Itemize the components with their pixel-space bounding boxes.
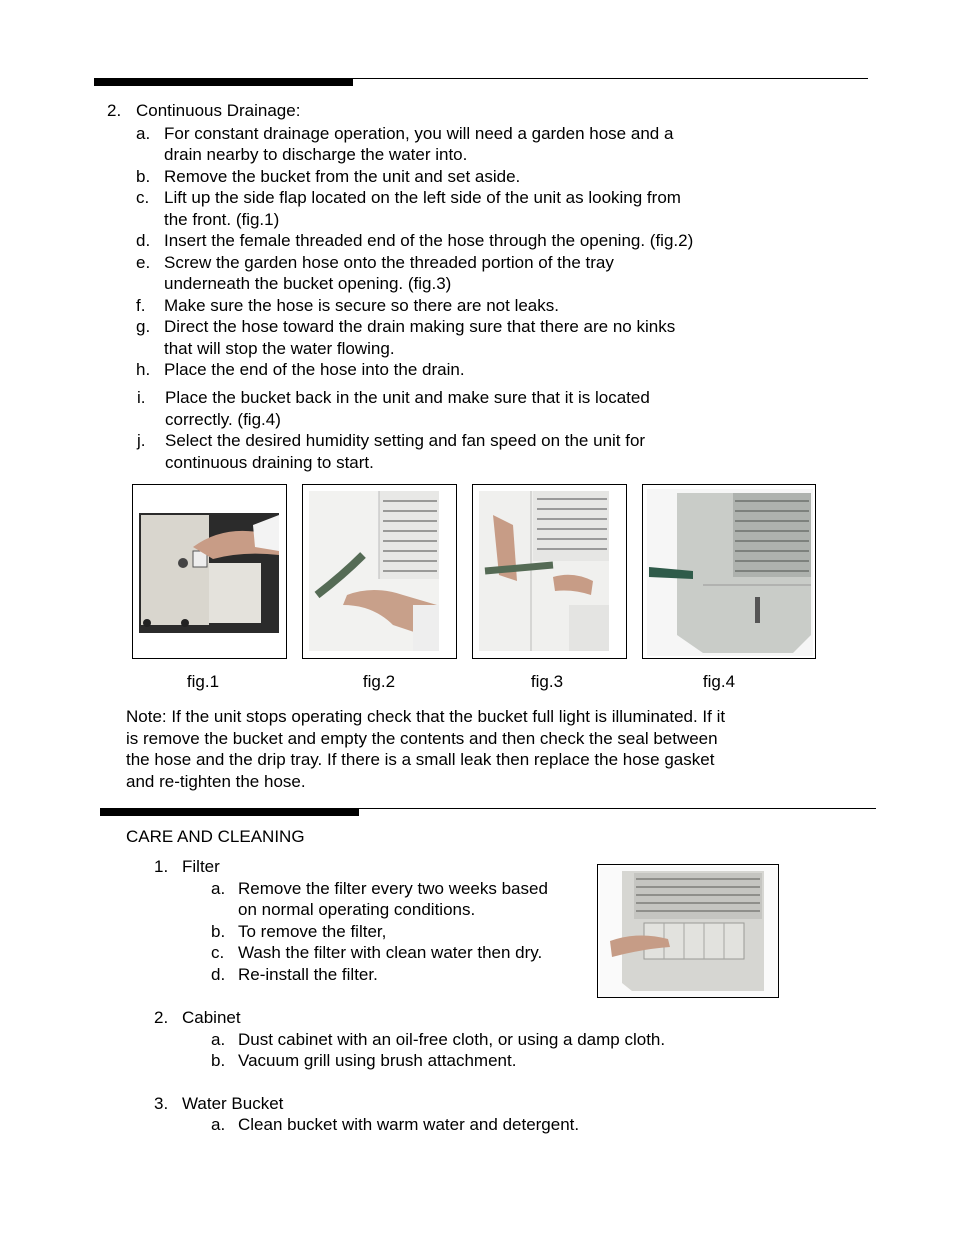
bucket-number: 3. bbox=[154, 1094, 169, 1113]
step-text: For constant drainage operation, you will need a garden hose and a bbox=[164, 124, 674, 143]
step-marker: i. bbox=[137, 388, 146, 407]
step-marker: b. bbox=[136, 167, 151, 186]
step-text: correctly. (fig.4) bbox=[165, 410, 281, 429]
step-text: Remove the bucket from the unit and set aside. bbox=[164, 167, 521, 186]
step-text: Place the end of the hose into the drain. bbox=[164, 360, 465, 379]
filter-step-a: Remove the filter every two weeks based bbox=[238, 879, 548, 898]
fig4-caption: fig.4 bbox=[702, 672, 736, 691]
fig1-caption: fig.1 bbox=[186, 672, 220, 691]
fig2-caption: fig.2 bbox=[362, 672, 396, 691]
step-marker: f. bbox=[136, 296, 146, 315]
filter-step-d: Re-install the filter. bbox=[238, 965, 378, 984]
bucket-marker-a: a. bbox=[211, 1115, 226, 1134]
filter-title: Filter bbox=[182, 857, 220, 876]
step-text: Make sure the hose is secure so there are not leaks. bbox=[164, 296, 559, 315]
fig1-photo bbox=[132, 484, 287, 659]
step-text: underneath the bucket opening. (fig.3) bbox=[164, 274, 452, 293]
filter-number: 1. bbox=[154, 857, 169, 876]
section-rule-bar bbox=[100, 808, 359, 816]
filter-marker-a: a. bbox=[211, 879, 226, 898]
note-line: Note: If the unit stops operating check that the bucket full light is illuminated. If it bbox=[126, 707, 726, 726]
fig2-photo bbox=[302, 484, 457, 659]
step-text: Lift up the side flap located on the left side of the unit as looking from bbox=[164, 188, 681, 207]
filter-step-c: Wash the filter with clean water then dry. bbox=[238, 943, 543, 962]
cabinet-marker-b: b. bbox=[211, 1051, 226, 1070]
step-marker: j. bbox=[137, 431, 146, 450]
step-text: that will stop the water flowing. bbox=[164, 339, 395, 358]
fig3-photo bbox=[472, 484, 627, 659]
step-text: Insert the female threaded end of the hose through the opening. (fig.2) bbox=[164, 231, 694, 250]
filter-marker-c: c. bbox=[211, 943, 225, 962]
drainage-heading: Continuous Drainage: bbox=[136, 101, 301, 120]
step-marker: c. bbox=[136, 188, 150, 207]
cabinet-title: Cabinet bbox=[182, 1008, 241, 1027]
step-marker: g. bbox=[136, 317, 151, 336]
filter-marker-d: d. bbox=[211, 965, 226, 984]
cabinet-marker-a: a. bbox=[211, 1030, 226, 1049]
bucket-step-a: Clean bucket with warm water and detergent. bbox=[238, 1115, 580, 1134]
note-line: and re-tighten the hose. bbox=[126, 772, 306, 791]
step-marker: h. bbox=[136, 360, 151, 379]
cabinet-step-b: Vacuum grill using brush attachment. bbox=[238, 1051, 517, 1070]
step-text: the front. (fig.1) bbox=[164, 210, 280, 229]
fig4-photo bbox=[642, 484, 816, 659]
step-marker: d. bbox=[136, 231, 151, 250]
step-marker: e. bbox=[136, 253, 151, 272]
filter-step-a: on normal operating conditions. bbox=[238, 900, 476, 919]
step-text: drain nearby to discharge the water into. bbox=[164, 145, 468, 164]
note-line: is remove the bucket and empty the contents and then check the seal between bbox=[126, 729, 718, 748]
filter-step-b: To remove the filter, bbox=[238, 922, 387, 941]
step-text: Screw the garden hose onto the threaded portion of the tray bbox=[164, 253, 614, 272]
step-text: Select the desired humidity setting and fan speed on the unit for bbox=[165, 431, 646, 450]
bucket-title: Water Bucket bbox=[182, 1094, 284, 1113]
filter-marker-b: b. bbox=[211, 922, 226, 941]
drainage-number: 2. bbox=[107, 101, 122, 120]
note-line: the hose and the drip tray. If there is a small leak then replace the hose gasket bbox=[126, 750, 715, 769]
care-heading: CARE AND CLEANING bbox=[126, 827, 305, 846]
step-text: continuous draining to start. bbox=[165, 453, 374, 472]
filter-photo bbox=[597, 864, 779, 998]
header-rule-bar bbox=[94, 78, 353, 86]
step-text: Direct the hose toward the drain making sure that there are no kinks bbox=[164, 317, 676, 336]
step-marker: a. bbox=[136, 124, 151, 143]
step-text: Place the bucket back in the unit and make sure that it is located bbox=[165, 388, 650, 407]
fig3-caption: fig.3 bbox=[530, 672, 564, 691]
cabinet-number: 2. bbox=[154, 1008, 169, 1027]
cabinet-step-a: Dust cabinet with an oil-free cloth, or using a damp cloth. bbox=[238, 1030, 666, 1049]
